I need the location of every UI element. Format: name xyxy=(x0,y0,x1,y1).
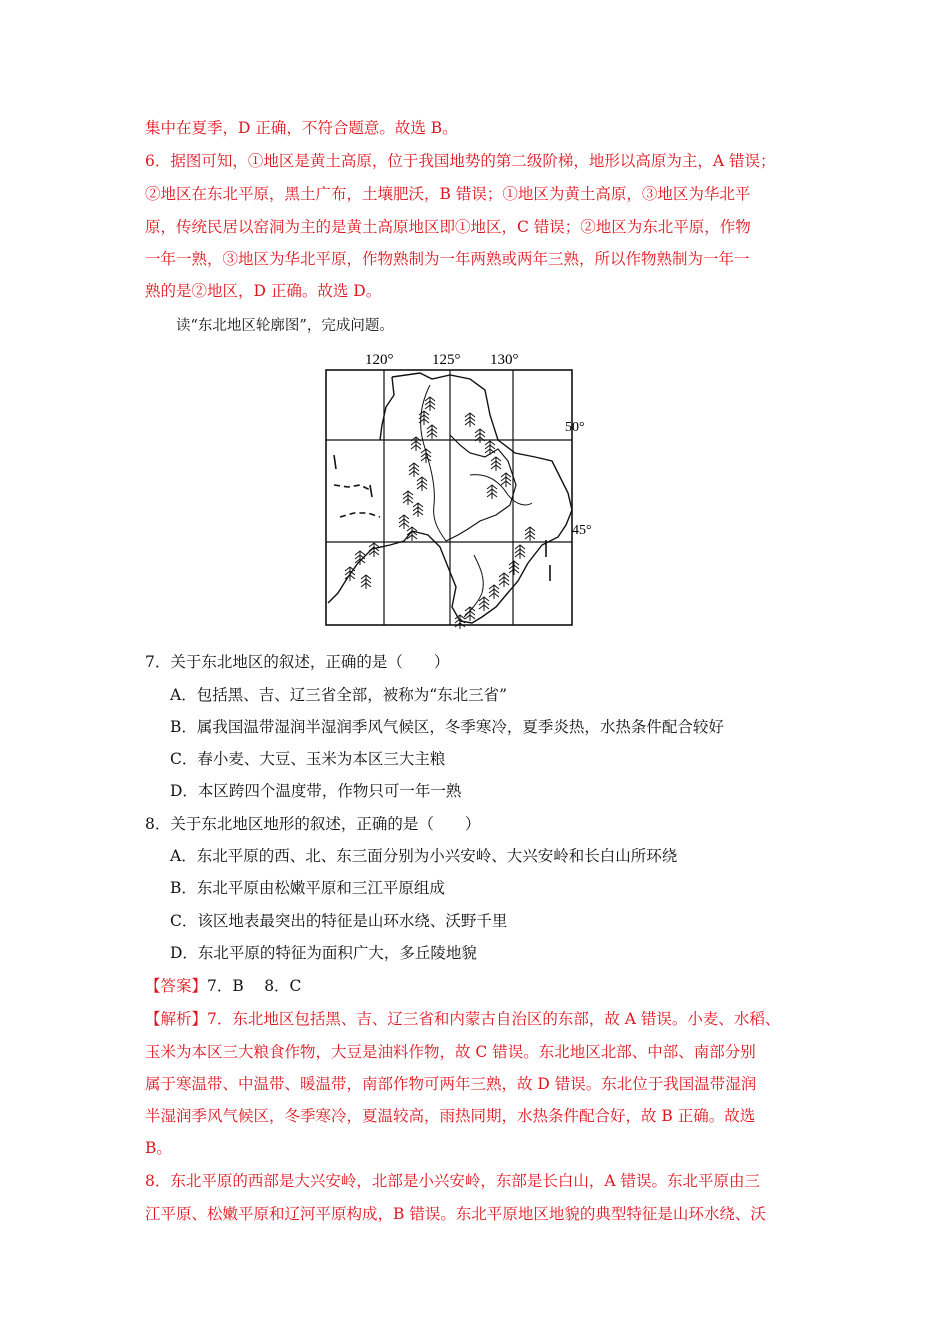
map-intro-text: 读“东北地区轮廓图”，完成问题。 xyxy=(176,318,394,334)
analysis-text-line: 一年一熟，③地区为华北平原，作物熟制为一年两熟或两年三熟，所以作物熟制为一年一 xyxy=(145,250,750,268)
mountain-symbol xyxy=(489,585,499,599)
mountain-symbol xyxy=(407,527,417,541)
question-stem: 7．关于东北地区的叙述，正确的是（ ） xyxy=(145,653,450,671)
province-boundary xyxy=(446,435,516,541)
mountain-symbol xyxy=(475,429,485,443)
latitude-label: 50° xyxy=(565,420,585,435)
option-c: C．春小麦、大豆、玉米为本区三大主粮 xyxy=(170,750,446,768)
mountain-symbol xyxy=(413,503,423,517)
question-stem: 8．关于东北地区地形的叙述，正确的是（ ） xyxy=(145,815,481,833)
longitude-label: 125° xyxy=(432,352,461,368)
dashed-boundary xyxy=(340,513,380,517)
mountain-symbol xyxy=(399,515,409,529)
mountain-symbol xyxy=(403,491,413,505)
analysis-text-line: 8．东北平原的西部是大兴安岭，北部是小兴安岭，东部是长白山，A 错误。东北平原由三 xyxy=(145,1172,760,1190)
option-d: D．本区跨四个温度带，作物只可一年一熟 xyxy=(170,782,462,800)
dashed-boundary xyxy=(370,485,372,497)
answer-line xyxy=(145,976,301,996)
dashed-boundary xyxy=(334,455,336,469)
analysis-text-line: 玉米为本区三大粮食作物，大豆是油料作物，故 C 错误。东北地区北部、中部、南部分别 xyxy=(145,1043,756,1061)
analysis-line xyxy=(145,1009,780,1029)
mountain-symbol xyxy=(409,463,419,477)
northeast-outline-map xyxy=(320,345,600,630)
option-b: B．东北平原由松嫩平原和三江平原组成 xyxy=(170,879,445,897)
river-line xyxy=(470,475,532,505)
analysis-text-line: 半湿润季风气候区，冬季寒冷，夏温较高，雨热同期，水热条件配合好，故 B 正确。故选 xyxy=(145,1107,756,1125)
analysis-text-line: ②地区在东北平原，黑土广布，土壤肥沃，B 错误；①地区为黄土高原，③地区为华北平 xyxy=(145,185,751,203)
analysis-text-line: 江平原、松嫩平原和辽河平原构成，B 错误。东北平原地区地貌的典型特征是山环水绕、沃 xyxy=(145,1205,766,1223)
region-boundary xyxy=(380,377,394,440)
mountain-symbol xyxy=(485,441,495,455)
mountain-symbol xyxy=(355,551,365,565)
longitude-label: 130° xyxy=(490,352,519,368)
latitude-label: 45° xyxy=(572,523,592,538)
longitude-label: 120° xyxy=(365,352,394,368)
mountain-symbol xyxy=(411,437,421,451)
option-b: B．属我国温带湿润半湿润季风气候区，冬季寒冷，夏季炎热，水热条件配合较好 xyxy=(170,718,724,736)
mountain-symbol xyxy=(425,397,435,411)
mountain-symbol xyxy=(499,573,509,587)
option-d: D．东北平原的特征为面积广大，多丘陵地貌 xyxy=(170,944,477,962)
analysis-text-line: 熟的是②地区，D 正确。故选 D。 xyxy=(145,282,382,300)
analysis-text-line: B。 xyxy=(145,1139,172,1157)
answer-tag: 【答案】 xyxy=(145,977,208,995)
mountain-symbol xyxy=(479,597,489,611)
analysis-text: 7．东北地区包括黑、吉、辽三省和内蒙古自治区的东部，故 A 错误。小麦、水稻、 xyxy=(207,1010,781,1028)
dashed-boundary xyxy=(546,540,550,581)
option-c: C．该区地表最突出的特征是山环水绕、沃野千里 xyxy=(170,912,508,930)
answer-text: 7．B 8．C xyxy=(207,977,302,995)
mountain-symbol xyxy=(491,457,501,471)
mountain-symbol xyxy=(501,473,511,487)
mountain-symbol xyxy=(465,413,475,427)
mountain-symbol xyxy=(427,425,437,439)
option-a: A．东北平原的西、北、东三面分别为小兴安岭、大兴安岭和长白山所环绕 xyxy=(170,847,678,865)
mountain-symbol xyxy=(509,561,519,575)
analysis-text-line: 原，传统民居以窑洞为主的是黄土高原地区即①地区，C 错误；②地区为东北平原，作物 xyxy=(145,218,751,236)
dashed-boundary xyxy=(334,485,372,491)
mountain-symbol xyxy=(421,449,431,463)
analysis-text-line: 属于寒温带、中温带、暖温带，南部作物可两年三熟，故 D 错误。东北位于我国温带湿润 xyxy=(145,1075,757,1093)
map-frame xyxy=(326,370,572,625)
analysis-text-line: 6．据图可知，①地区是黄土高原，位于我国地势的第二级阶梯，地形以高原为主，A 错误； xyxy=(145,152,776,170)
mountain-symbol xyxy=(369,543,379,557)
mountain-symbol xyxy=(455,615,465,629)
mountain-symbol xyxy=(465,607,475,621)
mountain-symbol xyxy=(417,477,427,491)
option-a: A．包括黑、吉、辽三省全部，被称为“东北三省” xyxy=(170,686,508,704)
analysis-text-line: 集中在夏季，D 正确，不符合题意。故选 B。 xyxy=(145,119,458,137)
mountain-symbol xyxy=(487,485,497,499)
mountain-symbol xyxy=(515,545,525,559)
river-line xyxy=(421,385,446,541)
mountain-symbol xyxy=(361,575,371,589)
mountain-symbol xyxy=(525,527,535,541)
analysis-tag: 【解析】 xyxy=(145,1010,208,1028)
